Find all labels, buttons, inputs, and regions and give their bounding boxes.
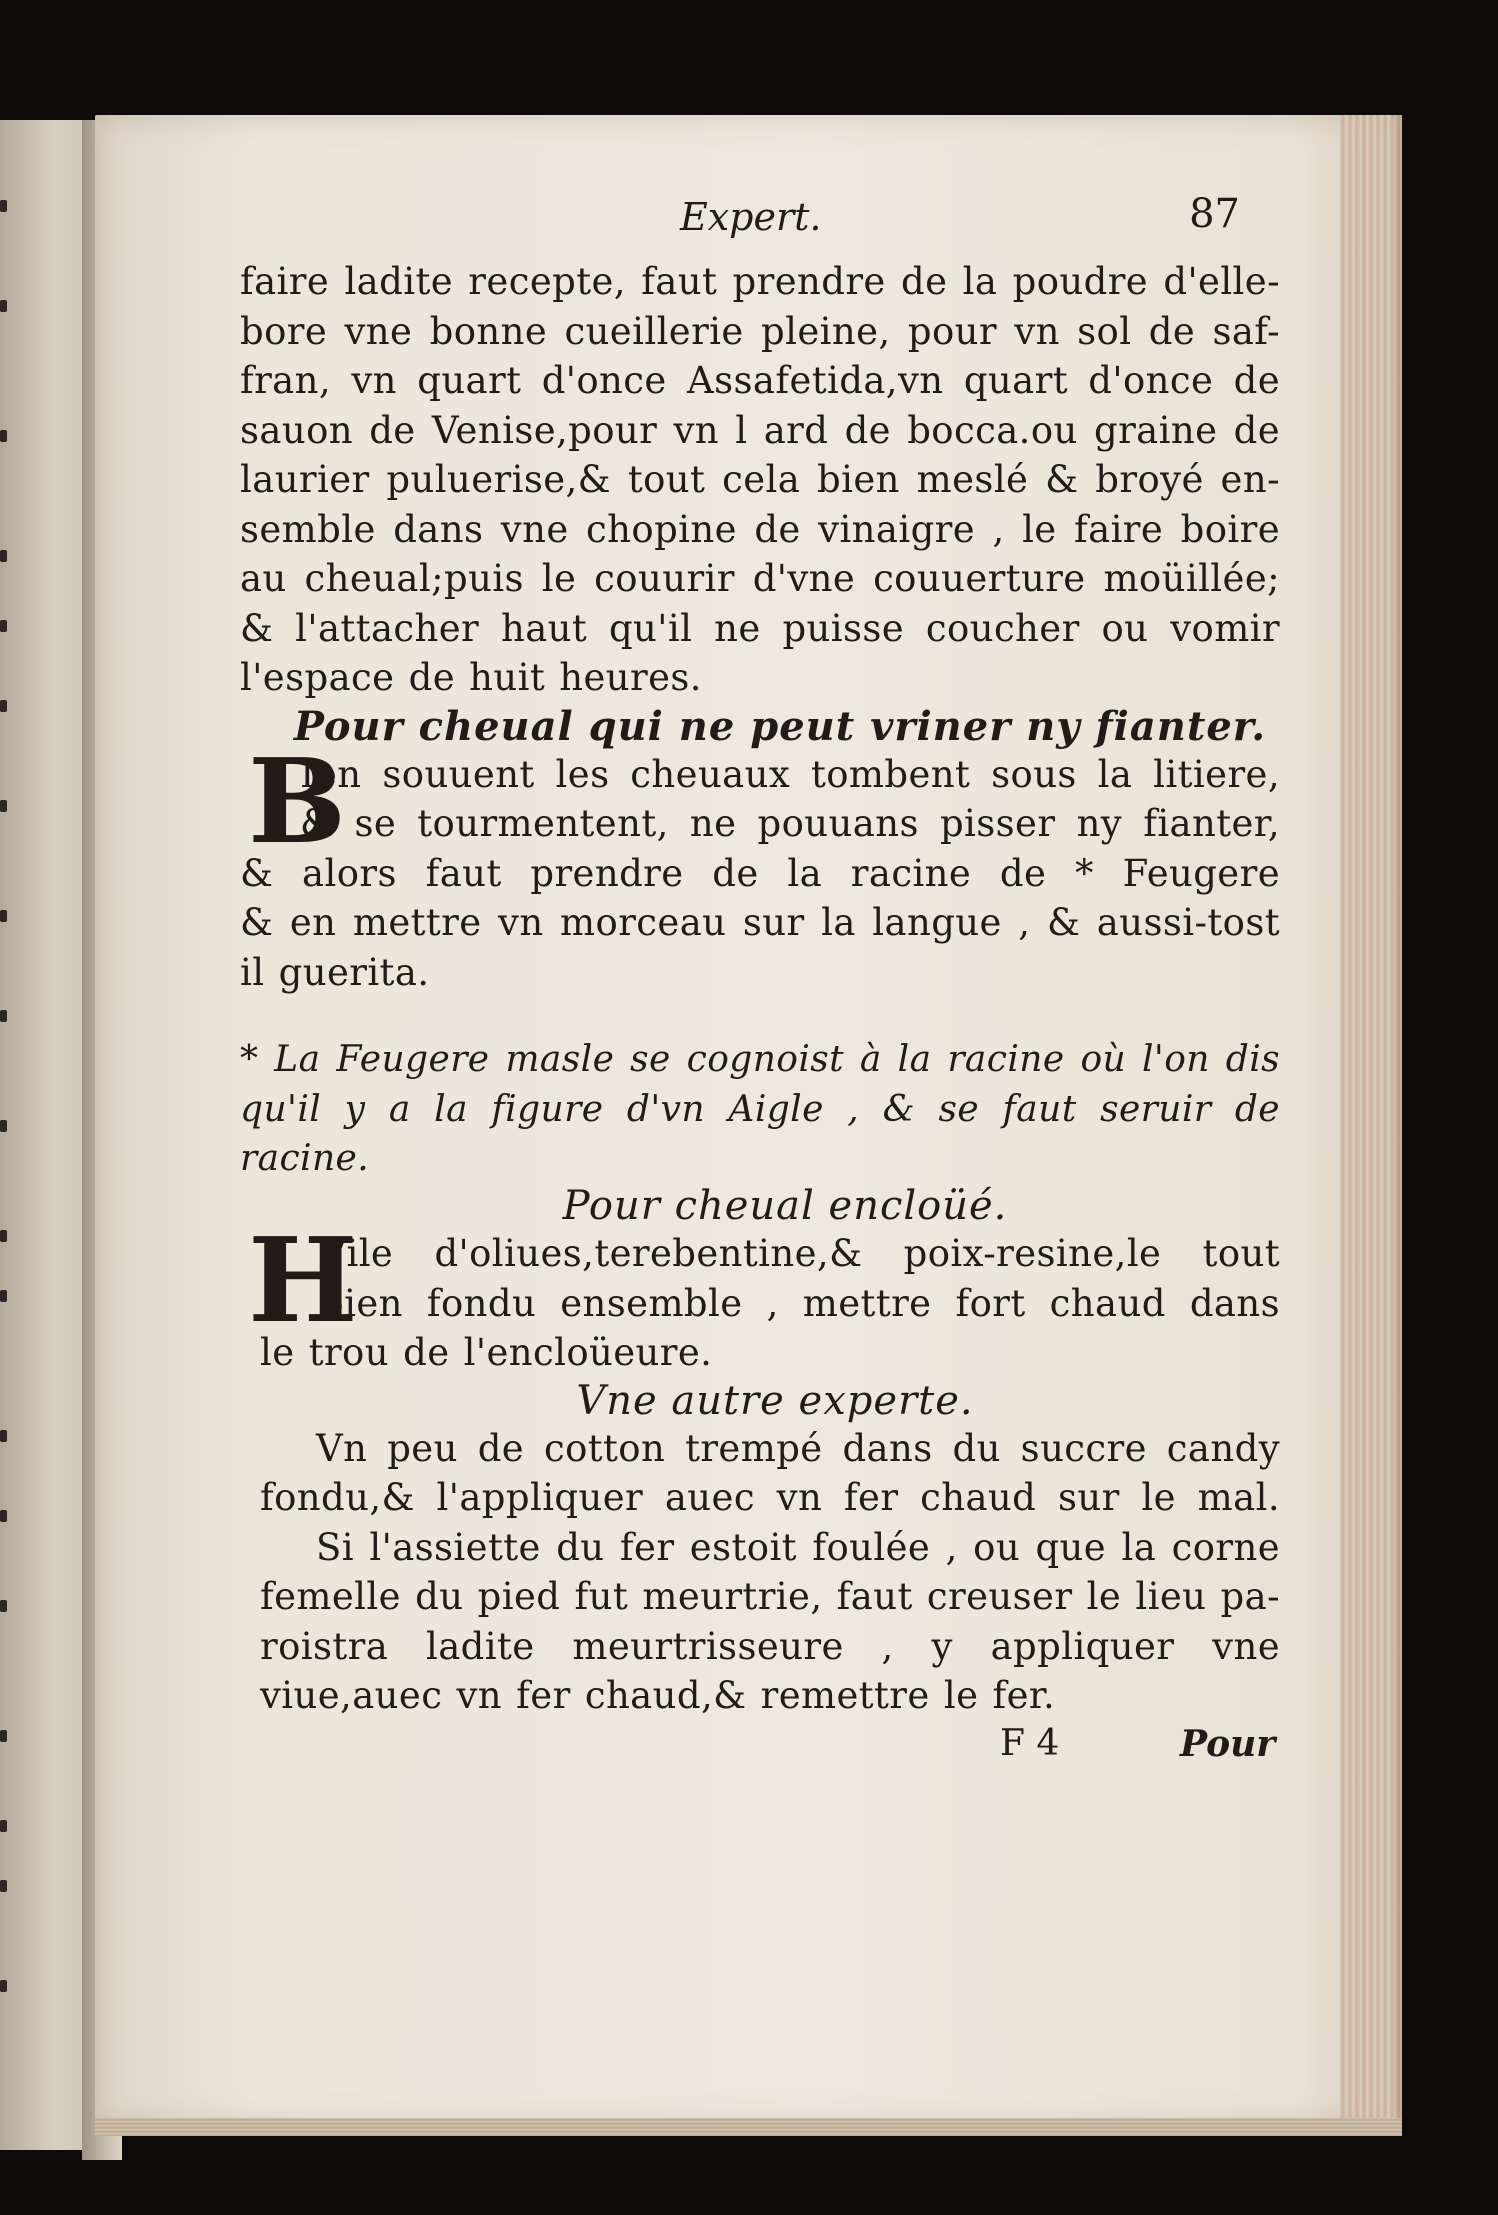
page-text-block (240, 191, 1280, 1773)
note-line: qu'il y a la figure d'vn Aigle , & se faut seruir de (240, 1088, 1280, 1130)
marginal-note (240, 1035, 1280, 1183)
drop-cap: H (248, 1213, 358, 1349)
drop-cap: B (248, 733, 347, 870)
text-line: Vn peu de cotton trempé dans du succre candy (316, 1426, 1280, 1470)
text-line: fondu,& l'appliquer auec vn fer chaud sur le mal. (260, 1476, 1280, 1519)
catchword: Pour (1180, 1722, 1276, 1765)
text-line: l'espace de huit heures. (240, 656, 702, 699)
text-line: & se tourmentent, ne pouuans pisser ny fianter, (300, 802, 1280, 845)
text-line: & l'attacher haut qu'il ne puisse coucher ou vomir (240, 606, 1280, 650)
text-line: bien fondu ensemble , mettre fort chaud dans (320, 1281, 1280, 1325)
paragraph-2 (240, 733, 1280, 998)
signature-mark: F 4 (1000, 1722, 1060, 1764)
text-line: Si l'assiette du fer estoit foulée , ou que la corne (316, 1525, 1280, 1569)
section-heading: Pour cheual qui ne peut vriner ny fianter. (293, 702, 1267, 750)
text-line: semble dans vne chopine de vinaigre , le faire boire (240, 507, 1280, 551)
paragraph-3 (240, 1213, 1280, 1378)
text-line: laurier puluerise,& tout cela bien meslé & broyé en- (240, 458, 1280, 501)
text-line: sauon de Venise,pour vn l ard de bocca.ou graine de (240, 408, 1280, 452)
running-title: Expert. (680, 195, 822, 239)
text-line: faire ladite recepte, faut prendre de la poudre d'elle- (240, 260, 1280, 303)
page-number: 87 (1189, 191, 1240, 237)
text-line: Ien souuent les cheuaux tombent sous la litiere, (300, 752, 1280, 796)
text-line: il guerita. (240, 950, 430, 994)
page-bottom-edge (95, 2118, 1402, 2136)
text-line: femelle du pied fut meurtrie, faut creuser le lieu pa- (260, 1575, 1280, 1618)
text-line: au cheual;puis le couurir d'vne couuerture moüillée; (240, 557, 1280, 600)
note-line: * La Feugere masle se cognoist à la racine où l'on dis (240, 1039, 1280, 1080)
page-footer (240, 1723, 1280, 1773)
section-heading: Pour cheual encloüé. (562, 1183, 1008, 1229)
note-line: racine. (240, 1138, 370, 1179)
text-line: bore vne bonne cueillerie pleine, pour vn sol de saf- (240, 309, 1280, 353)
paragraph-4 (240, 1424, 1280, 1721)
text-line: le trou de l'encloüeure. (260, 1331, 713, 1374)
text-line: fran, vn quart d'once Assafetida,vn quart d'once de (240, 359, 1280, 402)
page-fore-edge (1340, 115, 1402, 2125)
text-line: viue,auec vn fer chaud,& remettre le fer. (260, 1674, 1056, 1717)
text-line: & alors faut prendre de la racine de * Feugere (240, 851, 1280, 895)
text-line: Vile d'oliues,terebentine,& poix-resine,le tout (320, 1232, 1280, 1275)
paragraph-1 (240, 257, 1280, 703)
text-line: & en mettre vn morceau sur la langue , & aussi-tost (240, 901, 1280, 944)
running-header (240, 191, 1280, 257)
text-line: roistra ladite meurtrisseure , y appliquer vne (260, 1624, 1280, 1668)
section-heading: Vne autre experte. (576, 1377, 974, 1424)
facing-page-text-fragments (0, 140, 20, 1940)
